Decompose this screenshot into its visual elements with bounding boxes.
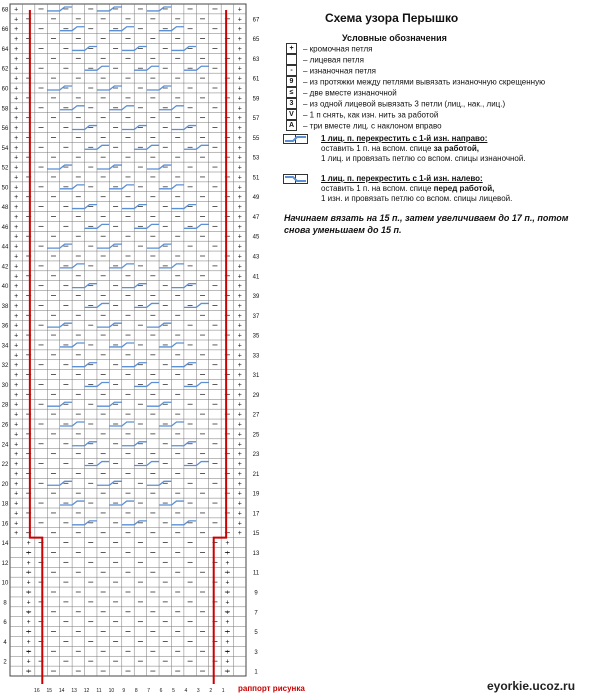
selvage-mark: + (237, 480, 242, 488)
selvage-mark: + (237, 421, 242, 429)
row-number-left: 36 (1, 323, 9, 330)
selvage-mark: + (14, 85, 19, 93)
row-number-left: 26 (1, 422, 9, 429)
selvage-mark: + (26, 629, 31, 637)
row-number-right: 49 (252, 195, 260, 202)
row-number-right: 15 (252, 531, 260, 538)
selvage-mark: + (237, 342, 242, 350)
selvage-mark: + (26, 658, 31, 666)
cable-left-legend (283, 174, 512, 204)
selvage-mark: + (237, 273, 242, 281)
selvage-mark: + (225, 569, 230, 577)
selvage-mark: + (14, 283, 19, 291)
purl-stitch-icon: - (286, 65, 297, 76)
selvage-mark: + (225, 599, 230, 607)
row-number-left: 6 (3, 620, 7, 627)
selvage-mark: + (14, 520, 19, 528)
cable-right-icon (283, 134, 309, 144)
selvage-mark: + (14, 490, 19, 498)
selvage-mark: + (237, 293, 242, 301)
row-number-left: 32 (1, 363, 9, 370)
row-number-left: 58 (1, 106, 9, 113)
row-number-left: 44 (1, 244, 9, 251)
row-number-right: 3 (254, 649, 258, 656)
selvage-mark: + (14, 391, 19, 399)
row-number-right: 27 (252, 412, 260, 419)
row-number-right: 63 (252, 56, 260, 63)
selvage-mark: + (26, 638, 31, 646)
selvage-mark: + (237, 441, 242, 449)
column-number: 4 (184, 688, 188, 694)
selvage-mark: + (225, 658, 230, 666)
row-number-left: 64 (1, 46, 9, 53)
row-number-left: 24 (1, 442, 9, 449)
selvage-mark: + (237, 65, 242, 73)
selvage-mark: + (26, 599, 31, 607)
row-number-left: 4 (3, 639, 7, 646)
selvage-mark: + (237, 184, 242, 192)
column-number: 5 (172, 688, 175, 694)
row-number-right: 1 (254, 669, 258, 676)
row-number-right: 11 (252, 570, 260, 577)
row-number-right: 5 (254, 630, 258, 637)
row-number-left: 52 (1, 165, 9, 172)
selvage-mark: + (14, 154, 19, 162)
selvage-mark: + (237, 105, 242, 113)
selvage-mark: + (14, 26, 19, 34)
selvage-mark: + (237, 431, 242, 439)
cable-right-title: 1 лиц. п. перекрестить с 1-й изн. направо: (321, 134, 488, 144)
column-number: 16 (34, 688, 40, 694)
row-number-right: 19 (252, 491, 260, 498)
selvage-mark: + (225, 549, 230, 557)
selvage-mark: + (237, 243, 242, 251)
row-number-right: 67 (252, 17, 260, 24)
selvage-mark: + (237, 223, 242, 231)
legend-item-label: – три вместе лиц. с наклоном вправо (303, 121, 442, 131)
row-number-right: 35 (252, 333, 260, 340)
row-number-left: 68 (1, 7, 9, 14)
selvage-mark: + (14, 6, 19, 14)
row-number-right: 47 (252, 214, 260, 221)
selvage-mark: + (14, 36, 19, 44)
p2tog-icon: ≤ (286, 87, 297, 98)
selvage-mark: + (26, 668, 31, 676)
knitting-chart (0, 0, 275, 699)
selvage-mark: + (14, 105, 19, 113)
selvage-mark: + (14, 480, 19, 488)
selvage-mark: + (14, 381, 19, 389)
row-number-right: 55 (252, 135, 260, 142)
selvage-mark: + (14, 372, 19, 380)
row-number-right: 29 (252, 392, 260, 399)
selvage-mark: + (237, 411, 242, 419)
row-number-left: 12 (1, 560, 9, 567)
selvage-mark: + (14, 431, 19, 439)
selvage-mark: + (237, 174, 242, 182)
rapport-label: раппорт рисунка (238, 684, 305, 693)
selvage-mark: + (237, 45, 242, 53)
row-number-right: 59 (252, 96, 260, 103)
selvage-mark: + (14, 332, 19, 340)
row-number-left: 34 (1, 343, 9, 350)
row-number-left: 54 (1, 145, 9, 152)
k3tog-icon: A (286, 120, 297, 131)
selvage-mark: + (237, 451, 242, 459)
selvage-mark: + (14, 223, 19, 231)
column-number: 2 (209, 688, 213, 694)
selvage-mark: + (237, 85, 242, 93)
row-number-left: 50 (1, 185, 9, 192)
row-number-right: 23 (252, 452, 260, 459)
legend-item-label: – из одной лицевой вывязать 3 петли (лиц., нак., лиц.) (303, 99, 506, 109)
selvage-mark: + (237, 283, 242, 291)
legend-item-label: – две вместе изнаночной (303, 88, 397, 98)
row-number-left: 14 (1, 541, 9, 548)
legend-item (286, 54, 364, 65)
selvage-mark: + (14, 263, 19, 271)
selvage-mark: + (26, 609, 31, 617)
selvage-mark: + (237, 95, 242, 103)
selvage-mark: + (26, 648, 31, 656)
column-number: 6 (159, 688, 163, 694)
row-number-left: 66 (1, 27, 9, 34)
column-number: 11 (96, 688, 102, 694)
selvage-mark: + (237, 391, 242, 399)
purl-twisted-icon: 9 (286, 76, 297, 87)
selvage-mark: + (14, 164, 19, 172)
selvage-mark: + (14, 411, 19, 419)
selvage-mark: + (26, 569, 31, 577)
row-number-right: 33 (252, 353, 260, 360)
selvage-mark: + (237, 530, 242, 538)
selvage-mark: + (225, 668, 230, 676)
row-number-right: 13 (252, 550, 260, 557)
selvage-mark: + (14, 401, 19, 409)
selvage-mark: + (26, 549, 31, 557)
row-number-right: 21 (252, 471, 260, 478)
column-number: 10 (108, 688, 115, 694)
row-number-left: 16 (1, 521, 9, 528)
selvage-mark: + (225, 609, 230, 617)
selvage-mark: + (225, 629, 230, 637)
row-number-left: 8 (3, 600, 7, 607)
selvage-mark: + (237, 302, 242, 310)
row-number-left: 20 (1, 481, 9, 488)
column-number: 3 (196, 688, 200, 694)
legend-item-label: – изнаночная петля (303, 66, 376, 76)
selvage-mark: + (237, 461, 242, 469)
selvage-mark: + (225, 559, 230, 567)
row-number-right: 39 (252, 294, 260, 301)
selvage-mark: + (14, 421, 19, 429)
row-number-right: 25 (252, 432, 260, 439)
row-number-right: 9 (254, 590, 258, 597)
column-number: 7 (147, 688, 151, 694)
column-number: 9 (122, 688, 126, 694)
selvage-mark: + (26, 559, 31, 567)
selvage-mark: + (14, 441, 19, 449)
selvage-mark: + (14, 115, 19, 123)
selvage-mark: + (237, 312, 242, 320)
row-number-right: 43 (252, 254, 260, 261)
selvage-mark: + (14, 243, 19, 251)
row-number-right: 37 (252, 313, 260, 320)
selvage-mark: + (14, 233, 19, 241)
selvage-mark: + (14, 125, 19, 133)
cable-left-step1-emph: перед работой, (433, 184, 495, 194)
selvage-mark: + (237, 134, 242, 142)
legend-item-label: – кромочная петля (303, 44, 373, 54)
legend-item-label: – из протяжки между петлями вывязать изнаночную скрещенную (303, 77, 546, 87)
selvage-mark: + (14, 134, 19, 142)
selvage-mark: + (237, 352, 242, 360)
row-number-right: 57 (252, 116, 260, 123)
column-number: 15 (46, 688, 53, 694)
selvage-mark: + (14, 500, 19, 508)
selvage-mark: + (225, 619, 230, 627)
selvage-mark: + (237, 26, 242, 34)
selvage-mark: + (14, 302, 19, 310)
selvage-mark: + (14, 213, 19, 221)
column-number: 12 (83, 688, 90, 694)
selvage-mark: + (14, 293, 19, 301)
row-number-left: 62 (1, 66, 9, 73)
row-number-left: 22 (1, 462, 9, 469)
legend-item (286, 120, 442, 131)
row-number-left: 40 (1, 284, 9, 291)
selvage-mark: + (237, 154, 242, 162)
selvage-mark: + (14, 194, 19, 202)
selvage-mark: + (237, 6, 242, 14)
column-number: 1 (221, 688, 225, 694)
inc3-icon: 3 (286, 98, 297, 109)
row-number-left: 60 (1, 86, 9, 93)
selvage-mark: + (14, 461, 19, 469)
row-number-right: 45 (252, 234, 260, 241)
row-number-left: 18 (1, 501, 9, 508)
cable-right-legend (283, 134, 526, 164)
column-number: 13 (71, 688, 77, 694)
selvage-mark: + (14, 75, 19, 83)
legend-item (286, 98, 505, 109)
selvage-mark: + (14, 253, 19, 261)
selvage-mark: + (237, 115, 242, 123)
row-number-left: 10 (1, 580, 9, 587)
selvage-mark: + (237, 322, 242, 330)
selvage-mark: + (14, 273, 19, 281)
row-number-left: 56 (1, 126, 9, 133)
selvage-mark: + (14, 184, 19, 192)
selvage-mark: + (14, 95, 19, 103)
selvage-mark: + (14, 530, 19, 538)
cable-right-step2: 1 лиц. и провязать петлю со вспом. спицы изнаночной. (321, 154, 526, 164)
selvage-mark: + (14, 45, 19, 53)
selvage-mark: + (26, 619, 31, 627)
selvage-mark: + (14, 55, 19, 63)
selvage-mark: + (237, 372, 242, 380)
selvage-mark: + (225, 648, 230, 656)
column-number: 14 (58, 688, 65, 694)
selvage-mark: + (26, 579, 31, 587)
selvage-mark: + (14, 451, 19, 459)
row-number-right: 31 (252, 373, 260, 380)
selvage-mark: + (14, 342, 19, 350)
row-number-left: 46 (1, 224, 9, 231)
pattern-note: Начинаем вязать на 15 п., затем увеличиваем до 17 п., потом снова уменьшаем до 15 п. (284, 213, 569, 235)
slip-stitch-icon: V (286, 109, 297, 120)
selvage-stitch-icon: + (286, 43, 297, 54)
selvage-mark: + (225, 540, 230, 548)
selvage-mark: + (14, 362, 19, 370)
selvage-mark: + (14, 470, 19, 478)
row-number-left: 30 (1, 382, 9, 389)
selvage-mark: + (237, 125, 242, 133)
cable-left-step2: 1 изн. и провязать петлю со вспом. спицы лицевой. (321, 194, 513, 204)
selvage-mark: + (237, 500, 242, 508)
row-number-left: 42 (1, 264, 9, 271)
selvage-mark: + (237, 401, 242, 409)
selvage-mark: + (14, 65, 19, 73)
selvage-mark: + (237, 36, 242, 44)
selvage-mark: + (237, 194, 242, 202)
selvage-mark: + (237, 233, 242, 241)
selvage-mark: + (237, 204, 242, 212)
row-number-right: 41 (252, 274, 260, 281)
selvage-mark: + (237, 263, 242, 271)
legend-item (286, 65, 376, 76)
selvage-mark: + (14, 204, 19, 212)
selvage-mark: + (237, 213, 242, 221)
selvage-mark: + (225, 579, 230, 587)
selvage-mark: + (237, 510, 242, 518)
row-number-left: 2 (3, 659, 7, 666)
row-number-right: 61 (252, 76, 260, 83)
legend-item (286, 76, 545, 87)
row-number-right: 65 (252, 37, 260, 44)
legend-heading: Условные обозначения (342, 33, 447, 43)
row-number-left: 38 (1, 303, 9, 310)
selvage-mark: + (237, 362, 242, 370)
selvage-mark: + (237, 75, 242, 83)
row-number-right: 17 (252, 511, 260, 518)
chart-title: Схема узора Перышко (325, 11, 459, 25)
selvage-mark: + (14, 144, 19, 152)
selvage-mark: + (237, 490, 242, 498)
legend-item (286, 43, 372, 54)
selvage-mark: + (14, 312, 19, 320)
selvage-mark: + (237, 144, 242, 152)
cable-right-step1: оставить 1 п. на вспом. спице (321, 144, 434, 154)
legend-item-label: – лицевая петля (303, 55, 364, 65)
row-number-left: 48 (1, 205, 9, 212)
legend-item-label: – 1 п снять, как изн. нить за работой (303, 110, 439, 120)
knit-stitch-icon (286, 54, 297, 65)
selvage-mark: + (225, 589, 230, 597)
selvage-mark: + (237, 253, 242, 261)
selvage-mark: + (237, 16, 242, 24)
legend-item (286, 109, 438, 120)
selvage-mark: + (26, 589, 31, 597)
cable-left-icon (283, 174, 309, 184)
selvage-mark: + (237, 55, 242, 63)
column-number: 8 (134, 688, 138, 694)
cable-left-step1: оставить 1 п. на вспом. спице (321, 184, 434, 194)
cable-right-step1-emph: за работой, (433, 144, 479, 154)
legend-item (286, 87, 397, 98)
selvage-mark: + (14, 174, 19, 182)
selvage-mark: + (237, 332, 242, 340)
selvage-mark: + (237, 520, 242, 528)
selvage-mark: + (14, 16, 19, 24)
selvage-mark: + (26, 540, 31, 548)
selvage-mark: + (237, 381, 242, 389)
selvage-mark: + (237, 470, 242, 478)
row-number-left: 28 (1, 402, 9, 409)
row-number-right: 53 (252, 155, 260, 162)
selvage-mark: + (225, 638, 230, 646)
cable-left-title: 1 лиц. п. перекрестить с 1-й изн. налево: (321, 174, 483, 184)
selvage-mark: + (14, 352, 19, 360)
selvage-mark: + (14, 510, 19, 518)
selvage-mark: + (237, 164, 242, 172)
site-watermark: eyorkie.ucoz.ru (487, 679, 576, 693)
selvage-mark: + (14, 322, 19, 330)
row-number-right: 51 (252, 175, 260, 182)
row-number-right: 7 (254, 610, 258, 617)
